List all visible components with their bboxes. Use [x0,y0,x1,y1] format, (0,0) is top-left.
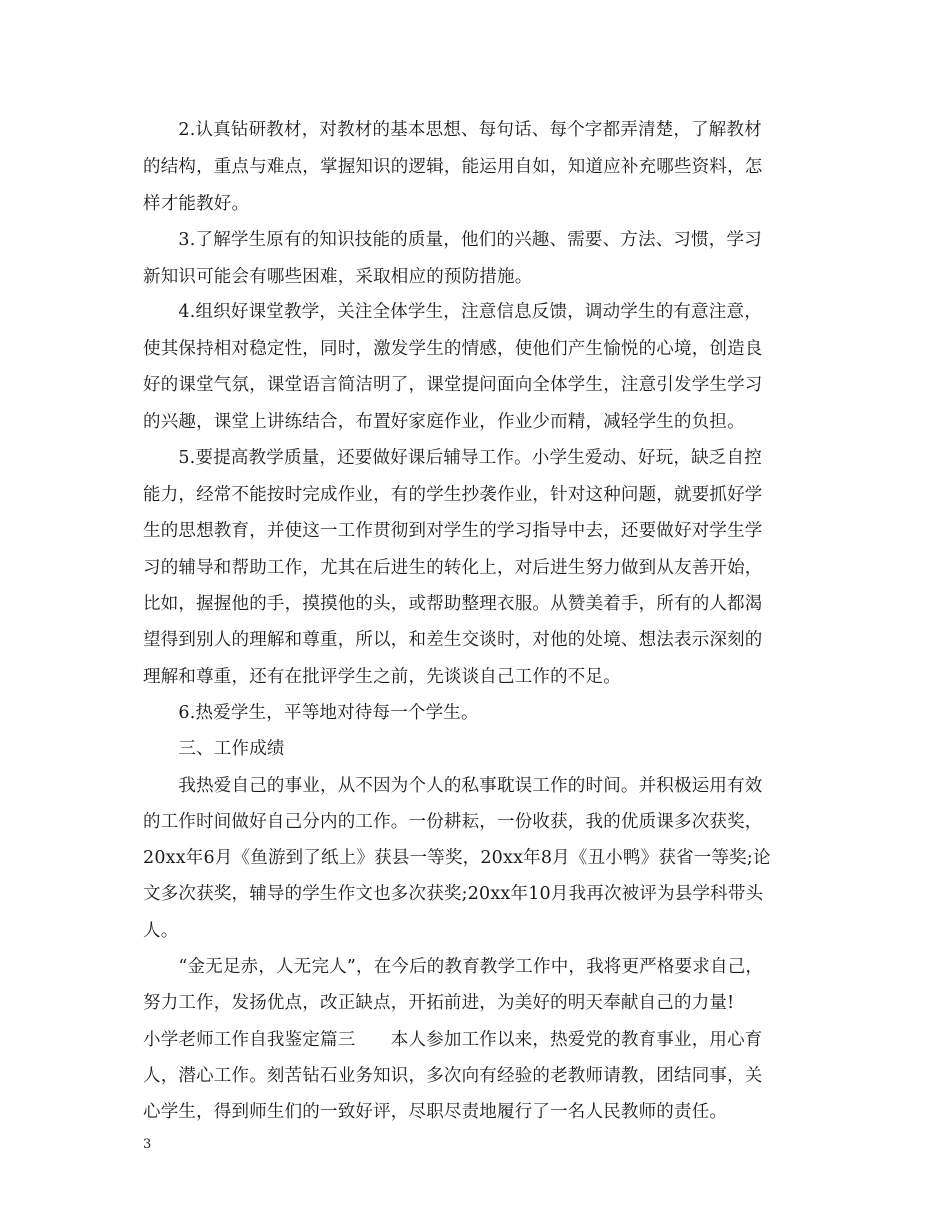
text-line: 习的辅导和帮助工作，尤其在后进生的转化上，对后进生努力做到从友善开始， [143,558,763,578]
text-line: 好的课堂气氛，课堂语言简洁明了，课堂提问面向全体学生，注意引发学生学习 [143,375,763,395]
text-line: 人，潜心工作。刻苦钻石业务知识，多次向有经验的老教师请教，团结同事，关 [143,1066,763,1086]
text-line: 比如，握握他的手，摸摸他的头，或帮助整理衣服。从赞美着手，所有的人都渴 [143,594,763,614]
text-line: 20xx年6月《鱼游到了纸上》获县一等奖，20xx年8月《丑小鸭》获省一等奖;论 [143,848,771,868]
text-line: 生的思想教育，并使这一工作贯彻到对学生的学习指导中去，还要做好对学生学 [143,521,763,541]
text-line: 的结构，重点与难点，掌握知识的逻辑，能运用自如，知道应补充哪些资料，怎 [143,157,763,177]
text-line: 小学老师工作自我鉴定篇三 本人参加工作以来，热爱党的教育事业，用心育 [143,1030,763,1050]
text-line: “金无足赤，人无完人”，在今后的教育教学工作中，我将更严格要求自己， [143,957,764,977]
page-number: 3 [143,1137,152,1152]
text-line: 的工作时间做好自己分内的工作。一份耕耘，一份收获，我的优质课多次获奖， [143,812,763,832]
text-line: 新知识可能会有哪些困难，采取相应的预防措施。 [143,267,533,287]
text-line: 5.要提高教学质量，还要做好课后辅导工作。小学生爱动、好玩，缺乏自控 [143,448,762,468]
text-line: 心学生，得到师生们的一致好评，尽职尽责地履行了一名人民教师的责任。 [143,1102,728,1122]
text-line: 的兴趣，课堂上讲练结合，布置好家庭作业，作业少而精，减轻学生的负担。 [143,412,745,432]
text-line: 能力，经常不能按时完成作业，有的学生抄袭作业，针对这种问题，就要抓好学 [143,485,763,505]
text-line: 人。 [143,921,179,941]
text-line: 2.认真钻研教材，对教材的基本思想、每句话、每个字都弄清楚，了解教材 [143,120,762,140]
text-line: 我热爱自己的事业，从不因为个人的私事耽误工作的时间。并积极运用有效 [143,776,763,796]
text-line: 理解和尊重，还有在批评学生之前，先谈谈自己工作的不足。 [143,667,621,687]
text-line: 努力工作，发扬优点，改正缺点，开拓前进，为美好的明天奉献自己的力量! [143,993,735,1013]
text-line: 4.组织好课堂教学，关注全体学生，注意信息反馈，调动学生的有意注意， [143,302,762,322]
text-line: 6.热爱学生，平等地对待每一个学生。 [143,703,479,723]
text-line: 文多次获奖，辅导的学生作文也多次获奖;20xx年10月我再次被评为县学科带头 [143,884,764,904]
text-line: 样才能教好。 [143,194,250,214]
section-heading: 三、工作成绩 [143,739,285,759]
text-line: 望得到别人的理解和尊重，所以，和差生交谈时，对他的处境、想法表示深刻的 [143,630,763,650]
text-line: 3.了解学生原有的知识技能的质量，他们的兴趣、需要、方法、习惯，学习 [143,230,762,250]
text-line: 使其保持相对稳定性，同时，激发学生的情感，使他们产生愉悦的心境，创造良 [143,339,763,359]
